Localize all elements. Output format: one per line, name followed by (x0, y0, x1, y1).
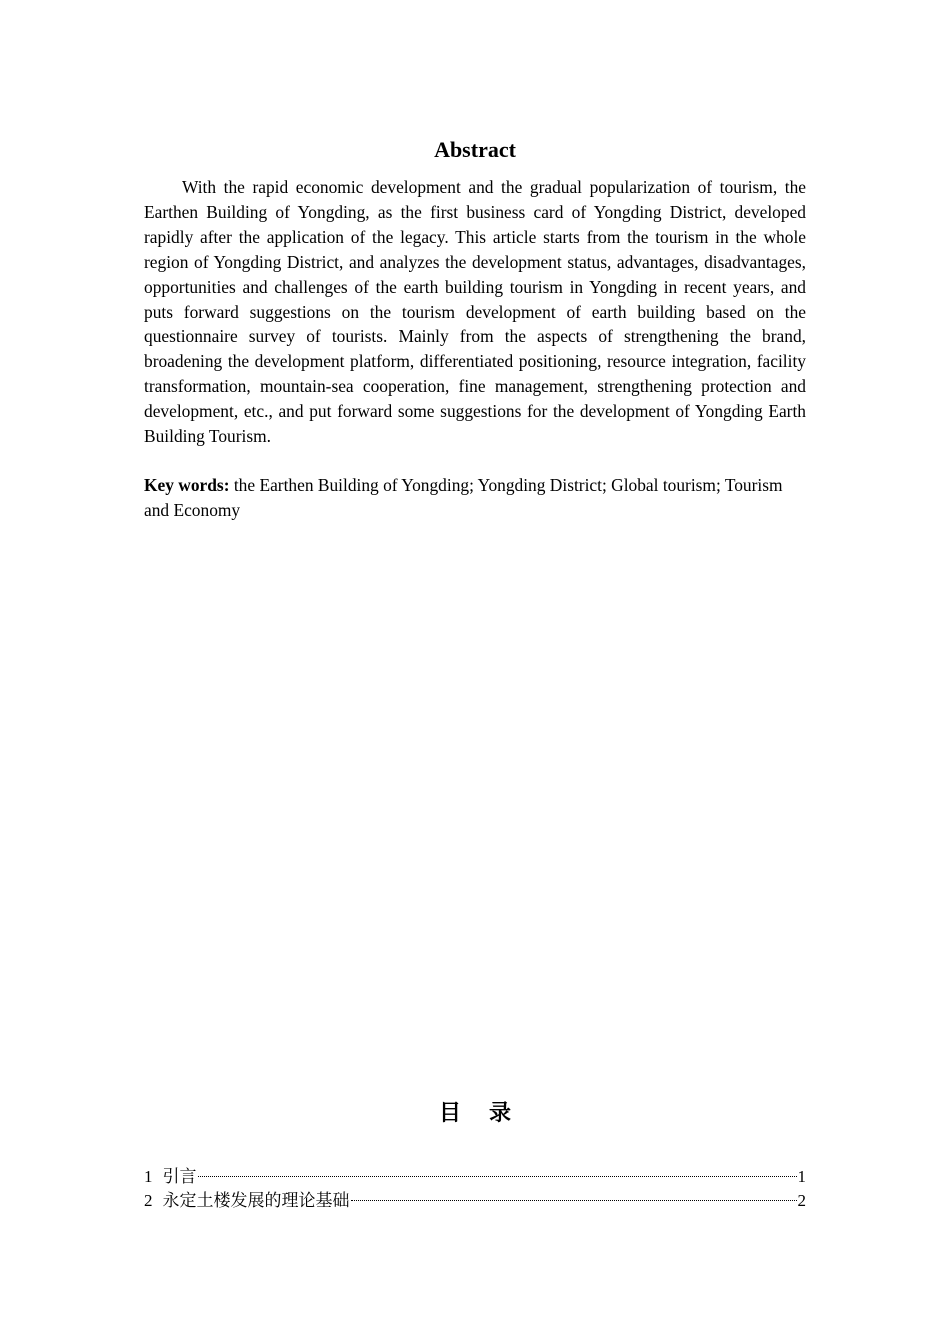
toc-dot-leader (198, 1176, 797, 1177)
abstract-body: With the rapid economic development and the gradual popularization of tourism, the Earthen Building of Yongding, as the first business card of Yongding District, developed rapidly after the application of the legacy. This article starts from the tourism in the whole region of Yongding District, and analyzes the development status, advantages, disadvantages, opportunities and challenges of the earth building tourism in Yongding in recent years, and puts forward suggestions on the tourism development of earth building based on the questionnaire survey of tourists. Mainly from the aspects of strengthening the brand, broadening the development platform, differentiated positioning, resource integration, facility transformation, mountain-sea cooperation, fine management, strengthening protection and development, etc., and put forward some suggestions for the development of Yongding Earth Building Tourism. (144, 177, 806, 447)
toc-entry-number: 2 (144, 1191, 153, 1210)
toc-entry-page: 2 (797, 1191, 806, 1210)
toc-title: 目录 (438, 1101, 539, 1126)
keywords-label: Key words: (144, 475, 230, 495)
toc-entry-text: 引言 (162, 1167, 197, 1187)
keywords-text: the Earthen Building of Yongding; Yongding District; Global tourism; Tourism and Economy (144, 475, 783, 520)
toc-dot-leader (351, 1200, 797, 1201)
toc-entry[interactable] (144, 1165, 806, 1189)
keywords-line (144, 473, 806, 523)
toc-entry-text: 永定土楼发展的理论基础 (162, 1191, 350, 1211)
abstract-title: Abstract (434, 137, 516, 162)
table-of-contents (144, 1165, 806, 1213)
toc-entry[interactable] (144, 1189, 806, 1213)
toc-entry-number: 1 (144, 1167, 153, 1186)
toc-entry-page: 1 (797, 1167, 806, 1186)
